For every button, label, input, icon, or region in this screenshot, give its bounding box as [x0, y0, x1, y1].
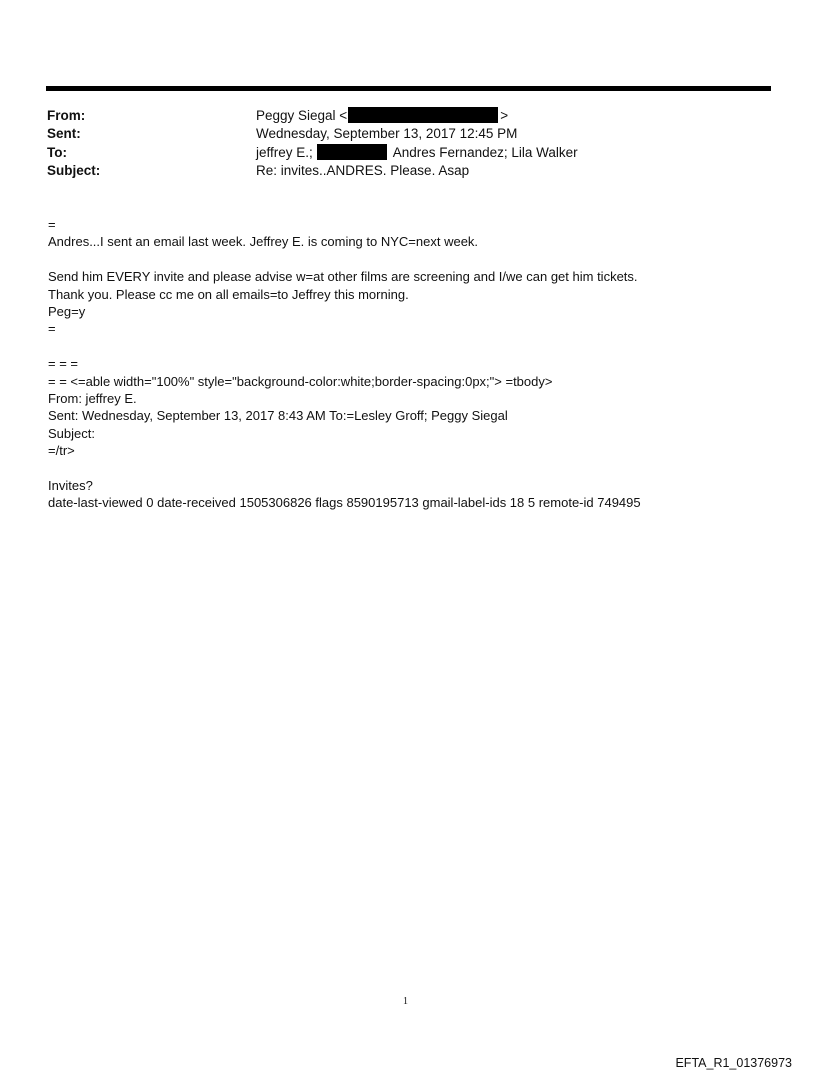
from-label: From:	[47, 107, 86, 123]
from-name: Peggy Siegal <	[256, 107, 348, 123]
body-line: date-last-viewed 0 date-received 1505306826 flags 8590195713 gmail-label-ids 18 5 remote-id 749495	[48, 495, 641, 511]
body-line: =/tr>	[48, 443, 75, 459]
redaction-box	[317, 144, 387, 160]
body-line: = = <=able width="100%" style="background-color:white;border-spacing:0px;"> =tbody>	[48, 373, 553, 389]
body-line: From: jeffrey E.	[48, 391, 137, 407]
to-row	[47, 143, 771, 162]
email-body	[48, 216, 772, 512]
subject-value: Re: invites..ANDRES. Please. Asap	[256, 163, 470, 179]
from-value	[256, 107, 508, 123]
to-value	[256, 144, 578, 160]
body-line: Send him EVERY invite and please advise w=at other films are screening and I/we can get him tickets.	[48, 269, 638, 285]
body-line: Peg=y	[48, 304, 86, 320]
sent-row	[47, 125, 771, 144]
body-line: Thank you. Please cc me on all emails=to Jeffrey this morning.	[48, 286, 409, 302]
body-line: =	[48, 321, 56, 337]
from-row	[47, 106, 771, 125]
redaction-box	[348, 107, 498, 123]
body-line: Invites?	[48, 478, 93, 494]
body-line: =	[48, 217, 56, 232]
body-line: = = =	[48, 356, 78, 372]
to-recipient-1: jeffrey E.;	[256, 144, 313, 160]
body-line: Sent: Wednesday, September 13, 2017 8:43 AM To:=Lesley Groff; Peggy Siegal	[48, 408, 508, 424]
email-header	[47, 106, 771, 180]
sent-value: Wednesday, September 13, 2017 12:45 PM	[256, 126, 518, 142]
to-recipients-rest: Andres Fernandez; Lila Walker	[392, 144, 578, 160]
body-line: Andres...I sent an email last week. Jeffrey E. is coming to NYC=next week.	[48, 234, 479, 250]
subject-row	[47, 162, 771, 181]
from-end: >	[500, 107, 509, 123]
bates-number: EFTA_R1_01376973	[675, 1056, 792, 1070]
sent-label: Sent:	[47, 126, 81, 142]
to-label: To:	[47, 144, 67, 160]
header-rule	[46, 86, 771, 91]
subject-label: Subject:	[47, 163, 101, 179]
page-number: 1	[403, 996, 408, 1007]
body-line: Subject:	[48, 425, 95, 441]
